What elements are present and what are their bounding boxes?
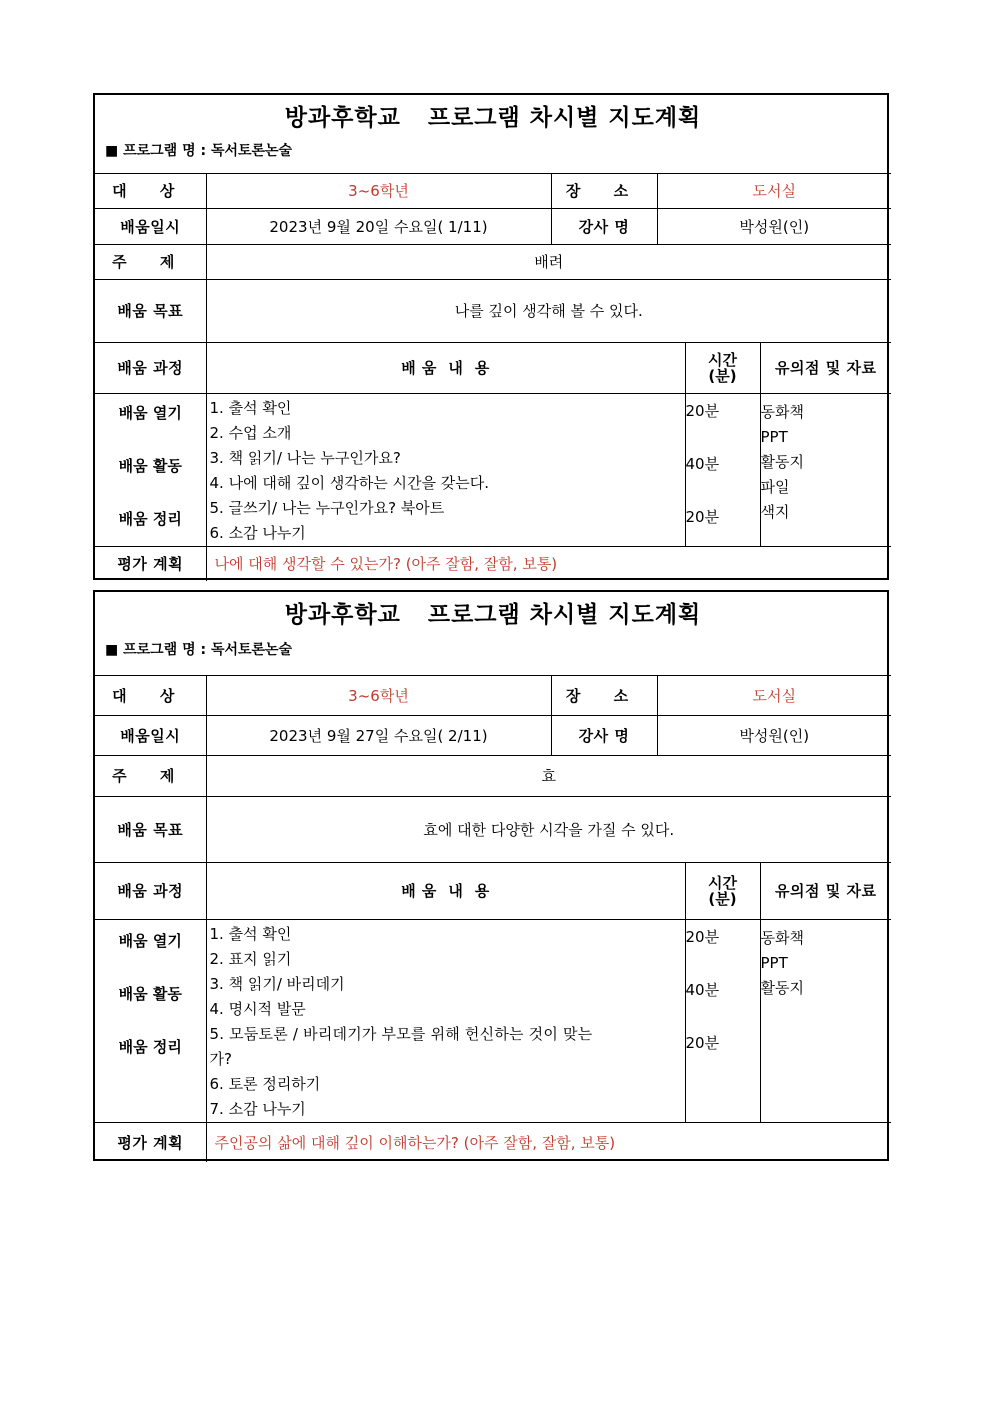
instructor-label: 강사 명 — [551, 208, 657, 244]
topic-label: 주 제 — [95, 244, 206, 279]
phase-item: 배움 열기 — [118, 931, 182, 950]
date-label: 배움일시 — [95, 715, 206, 755]
target-value: 3~6학년 — [206, 675, 551, 715]
content-item: 3. 책 읽기/ 나는 누구인가요? — [209, 448, 401, 467]
target-label: 대 상 — [95, 675, 206, 715]
evaluation-value: 주인공의 삶에 대해 깊이 이해하는가? (아주 잘함, 잘함, 보통) — [206, 1122, 891, 1162]
instructor-value: 박성원(인) — [657, 208, 891, 244]
process-label: 배움 과정 — [95, 342, 206, 393]
phase-item: 배움 열기 — [118, 403, 182, 422]
phase-list — [95, 393, 206, 546]
program-name: ■ 프로그램 명 : 독서토론논술 — [105, 642, 293, 658]
place-label: 장 소 — [551, 675, 657, 715]
lesson-plan-2 — [93, 590, 889, 1161]
content-item: 4. 명시적 발문 — [209, 999, 306, 1018]
time-label: 시간 (분) — [685, 862, 760, 919]
phase-item: 배움 정리 — [118, 1037, 182, 1056]
instructor-value: 박성원(인) — [657, 715, 891, 755]
content-item: 5. 글쓰기/ 나는 누구인가요? 북아트 — [209, 498, 445, 517]
time-list — [685, 919, 760, 1122]
content-item: 1. 출석 확인 — [209, 398, 292, 417]
evaluation-label: 평가 계획 — [95, 1122, 206, 1162]
date-value: 2023년 9월 27일 수요일( 2/11) — [206, 715, 551, 755]
content-item: 가? — [209, 1049, 232, 1068]
time-item: 40분 — [685, 454, 720, 473]
phase-item: 배움 정리 — [118, 509, 182, 528]
content-item: 3. 책 읽기/ 바리데기 — [209, 974, 345, 993]
place-value: 도서실 — [657, 675, 891, 715]
lesson-plan-1 — [93, 93, 889, 580]
material-item: PPT — [760, 427, 788, 446]
materials-label: 유의점 및 자료 — [760, 342, 891, 393]
time-item: 20분 — [685, 1033, 720, 1052]
topic-value: 효 — [206, 755, 891, 796]
time-list — [685, 393, 760, 546]
plan-title: 방과후학교 프로그램 차시별 지도계획 — [284, 602, 702, 628]
goal-label: 배움 목표 — [95, 279, 206, 342]
content-list — [206, 919, 685, 1122]
time-item: 20분 — [685, 927, 720, 946]
content-item: 2. 표지 읽기 — [209, 949, 292, 968]
topic-value: 배려 — [206, 244, 891, 279]
phase-item: 배움 활동 — [118, 456, 182, 475]
goal-value: 효에 대한 다양한 시각을 가질 수 있다. — [206, 796, 891, 862]
material-item: 동화책 — [760, 402, 804, 421]
content-list — [206, 393, 685, 546]
content-item: 4. 나에 대해 깊이 생각하는 시간을 갖는다. — [209, 473, 490, 492]
materials-list — [760, 919, 891, 1122]
date-value: 2023년 9월 20일 수요일( 1/11) — [206, 208, 551, 244]
place-label: 장 소 — [551, 173, 657, 208]
material-item: PPT — [760, 953, 788, 972]
content-item: 6. 소감 나누기 — [209, 523, 306, 542]
plan-title: 방과후학교 프로그램 차시별 지도계획 — [284, 105, 702, 131]
evaluation-value: 나에 대해 생각할 수 있는가? (아주 잘함, 잘함, 보통) — [206, 546, 891, 581]
material-item: 활동지 — [760, 978, 804, 997]
content-item: 6. 토론 정리하기 — [209, 1074, 321, 1093]
process-label: 배움 과정 — [95, 862, 206, 919]
content-item: 5. 모둠토론 / 바리데기가 부모를 위해 헌신하는 것이 맞는 — [209, 1024, 593, 1043]
phase-item: 배움 활동 — [118, 984, 182, 1003]
material-item: 파일 — [760, 477, 790, 496]
phase-list — [95, 919, 206, 1122]
materials-label: 유의점 및 자료 — [760, 862, 891, 919]
content-item: 2. 수업 소개 — [209, 423, 292, 442]
time-label: 시간 (분) — [685, 342, 760, 393]
target-label: 대 상 — [95, 173, 206, 208]
content-label: 배 움 내 용 — [206, 342, 685, 393]
content-item: 1. 출석 확인 — [209, 924, 292, 943]
material-item: 활동지 — [760, 452, 804, 471]
target-value: 3~6학년 — [206, 173, 551, 208]
material-item: 동화책 — [760, 928, 804, 947]
goal-label: 배움 목표 — [95, 796, 206, 862]
time-item: 20분 — [685, 401, 720, 420]
topic-label: 주 제 — [95, 755, 206, 796]
content-item: 7. 소감 나누기 — [209, 1099, 306, 1118]
material-item: 색지 — [760, 502, 790, 521]
evaluation-label: 평가 계획 — [95, 546, 206, 581]
materials-list — [760, 393, 891, 546]
date-label: 배움일시 — [95, 208, 206, 244]
goal-value: 나를 깊이 생각해 볼 수 있다. — [206, 279, 891, 342]
program-name: ■ 프로그램 명 : 독서토론논술 — [105, 143, 293, 159]
time-item: 20분 — [685, 507, 720, 526]
place-value: 도서실 — [657, 173, 891, 208]
instructor-label: 강사 명 — [551, 715, 657, 755]
content-label: 배 움 내 용 — [206, 862, 685, 919]
time-item: 40분 — [685, 980, 720, 999]
